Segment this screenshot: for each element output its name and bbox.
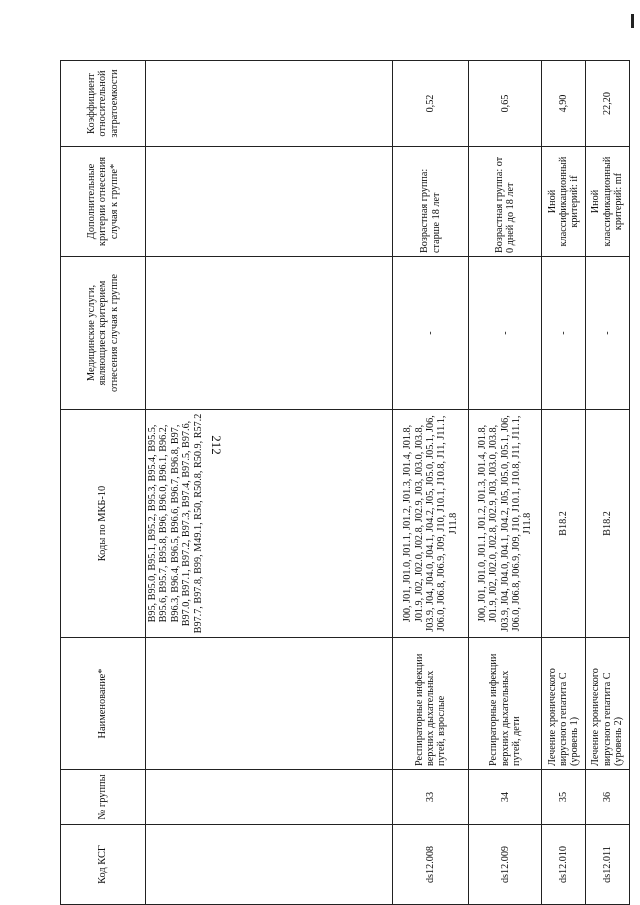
cell-criteria: Иной классификационный критерий: if xyxy=(542,147,586,257)
cell-services: - xyxy=(393,257,469,410)
cell-coefficient: 22,20 xyxy=(586,61,630,147)
cell-number xyxy=(146,770,393,825)
table-row xyxy=(393,61,469,905)
table-row xyxy=(542,61,586,905)
table-row xyxy=(146,61,393,905)
cell-name: Респираторные инфекции верхних дыхательных путей, дети xyxy=(469,638,542,770)
cell-name: Респираторные инфекции верхних дыхательных путей, взрослые xyxy=(393,638,469,770)
cell-code: ds12.010 xyxy=(542,825,586,905)
cell-mkb: B18.2 xyxy=(542,410,586,638)
header-coefficient: Коэффициент относительной затратоемкости xyxy=(61,61,146,147)
cell-mkb: B95, B95.0, B95.1, B95.2, B95.3, B95.4, B95.5, B95.6, B95.7, B95.8, B96, B96.0, B96.1, B96.2, B96.3, B96.4, B96.5, B96.6, B96.7, B96.8, B97, B97.0, B97.1, B97.2, B97.3, B97.4, B97.5, B97.6, B97.7, B97.8, B99, M49.1, R50, R50.8, R50.9, R57.2 xyxy=(146,410,393,638)
cell-mkb: B18.2 xyxy=(586,410,630,638)
scan-edge-mark xyxy=(631,14,634,28)
cell-code xyxy=(146,825,393,905)
cell-criteria: Иной классификационный критерий: mf xyxy=(586,147,630,257)
table-row xyxy=(586,61,630,905)
cell-code: ds12.011 xyxy=(586,825,630,905)
cell-code: ds12.008 xyxy=(393,825,469,905)
header-name: Наименование* xyxy=(61,638,146,770)
header-services: Медицинские услуги, являющиеся критерием отнесения случая к группе xyxy=(61,257,146,410)
cell-number: 33 xyxy=(393,770,469,825)
cell-criteria xyxy=(146,147,393,257)
cell-criteria: Возрастная группа: от 0 дней до 18 лет xyxy=(469,147,542,257)
ksg-table xyxy=(60,60,630,905)
page-number: 212 xyxy=(209,435,224,455)
rotated-table-sheet xyxy=(60,61,630,905)
cell-coefficient xyxy=(146,61,393,147)
cell-coefficient: 0,65 xyxy=(469,61,542,147)
cell-name xyxy=(146,638,393,770)
cell-code: ds12.009 xyxy=(469,825,542,905)
cell-number: 34 xyxy=(469,770,542,825)
header-number: № группы xyxy=(61,770,146,825)
table-header-row xyxy=(61,61,146,905)
cell-name: Лечение хронического вирусного гепатита С (уровень 1) xyxy=(542,638,586,770)
cell-name: Лечение хронического вирусного гепатита С (уровень 2) xyxy=(586,638,630,770)
cell-mkb: J00, J01, J01.0, J01.1, J01.2, J01.3, J01.4, J01.8, J01.9, J02, J02.0, J02.8, J02.9, J03, J03.0, J03.8, J03.9, J04, J04.0, J04.1, J04.2, J05, J05.0, J05.1, J06, J06.0, J06.8, J06.9, J09, J10, J10.1, J10.8, J11, J11.1, J11.8 xyxy=(469,410,542,638)
cell-services: - xyxy=(586,257,630,410)
table-row xyxy=(469,61,542,905)
header-mkb: Коды по МКБ-10 xyxy=(61,410,146,638)
cell-mkb: J00, J01, J01.0, J01.1, J01.2, J01.3, J01.4, J01.8, J01.9, J02, J02.0, J02.8, J02.9, J03, J03.0, J03.8, J03.9, J04, J04.0, J04.1, J04.2, J05, J05.0, J05.1, J06, J06.0, J06.8, J06.9, J09, J10, J10.1, J10.8, J11, J11.1, J11.8 xyxy=(393,410,469,638)
cell-number: 35 xyxy=(542,770,586,825)
cell-coefficient: 0,52 xyxy=(393,61,469,147)
header-code: Код КСГ xyxy=(61,825,146,905)
cell-services: - xyxy=(469,257,542,410)
cell-criteria: Возрастная группа: старше 18 лет xyxy=(393,147,469,257)
header-criteria: Дополнительные критерии отнесения случая к группе* xyxy=(61,147,146,257)
cell-number: 36 xyxy=(586,770,630,825)
cell-services: - xyxy=(542,257,586,410)
cell-services xyxy=(146,257,393,410)
cell-coefficient: 4,90 xyxy=(542,61,586,147)
